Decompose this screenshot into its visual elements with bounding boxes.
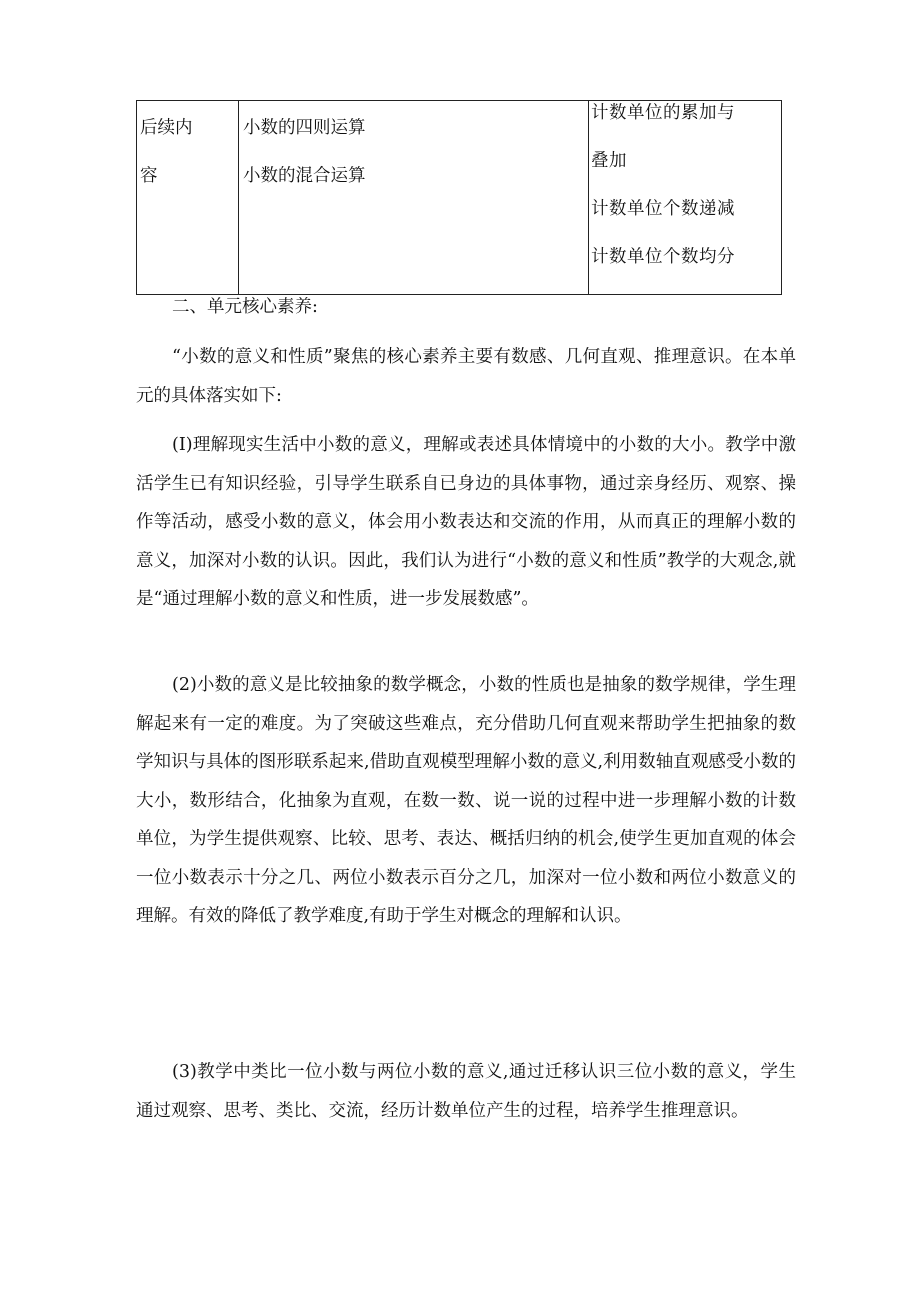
section-heading: 二、单元核心素养: [172,297,318,317]
content-line: 小数的四则运算 [243,118,366,138]
content-line: 小数的混合运算 [243,166,366,186]
unit-cell [589,101,782,295]
label-line: 后续内 [140,118,193,138]
unit-line: 计数单位个数递减 [591,199,735,219]
follow-up-content-table [136,100,782,295]
unit-line: 叠加 [591,151,627,171]
label-line: 容 [140,166,158,186]
table-row [137,101,782,295]
unit-line: 计数单位个数均分 [591,247,735,267]
point-3-paragraph: (3)教学中类比一位小数与两位小数的意义,通过迁移认识三位小数的意义，学生通过观察、思考、类比、交流，经历计数单位产生的过程，培养学生推理意识。 [136,1062,796,1121]
unit-line: 计数单位的累加与 [591,103,735,123]
point-1-paragraph: (I)理解现实生活中小数的意义，理解或表述具体情境中的小数的大小。教学中激活学生已有知识经验，引导学生联系自已身边的具体事物，通过亲身经历、观察、操作等活动，感受小数的意义，体会用小数表达和交流的作用，从而真正的理解小数的意义，加深对小数的认识。因此，我们认为进行“小数的意义和性质”教学的大观念,就是“通过理解小数的意义和性质，进一步发展数感”。 [136,435,796,609]
intro-paragraph: “小数的意义和性质”聚焦的核心素养主要有数感、几何直观、推理意识。在本单元的具体落实如下: [136,347,796,406]
content-cell [239,101,589,295]
label-cell [137,101,239,295]
point-2-paragraph: (2)小数的意义是比较抽象的数学概念，小数的性质也是抽象的数学规律，学生理解起来有一定的难度。为了突破这些难点，充分借助几何直观来帮助学生把抽象的数学知识与具体的图形联系起来,借助直观模型理解小数的意义,利用数轴直观感受小数的大小，数形结合，化抽象为直观，在数一数、说一说的过程中进一步理解小数的计数单位，为学生提供观察、比较、思考、表达、概括归纳的机会,使学生更加直观的体会一位小数表示十分之几、两位小数表示百分之几，加深对一位小数和两位小数意义的理解。有效的降低了教学难度,有助于学生对概念的理解和认识。 [136,675,796,926]
